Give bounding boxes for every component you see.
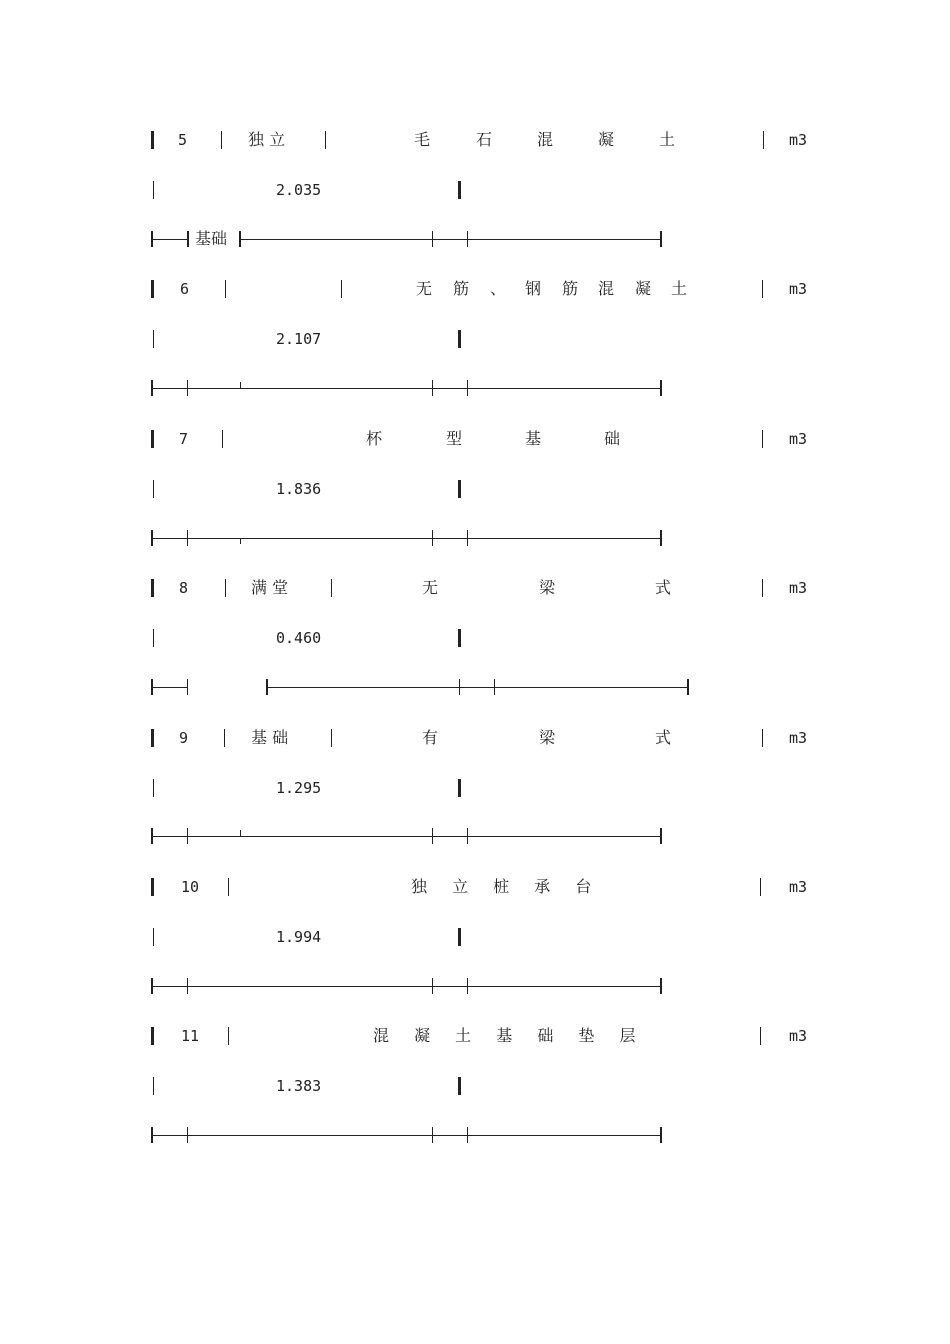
description: 独 立 桩 承 台 bbox=[411, 877, 602, 896]
row-number: 6 bbox=[180, 280, 190, 298]
quantity-value: 1.295 bbox=[276, 779, 322, 797]
rule-tick bbox=[187, 530, 188, 546]
rule-line bbox=[152, 836, 662, 837]
unit: m3 bbox=[789, 1027, 808, 1045]
unit: m3 bbox=[789, 280, 808, 298]
rule-line bbox=[152, 388, 662, 389]
desc-char: 毛 bbox=[414, 130, 431, 149]
desc-char: 土 bbox=[659, 130, 676, 149]
quantity-value: 2.107 bbox=[276, 330, 322, 348]
desc-char: 、 bbox=[490, 279, 507, 298]
rule-tick bbox=[467, 231, 468, 247]
unit: m3 bbox=[789, 579, 808, 597]
desc-char: 型 bbox=[446, 429, 463, 448]
border-bar bbox=[762, 430, 763, 448]
quantity-value: 1.994 bbox=[276, 928, 322, 946]
desc-char: 础 bbox=[604, 429, 621, 448]
rule-tick bbox=[660, 1127, 662, 1143]
desc-char: 无 bbox=[416, 279, 433, 298]
rule-line bbox=[267, 687, 689, 688]
border-bar bbox=[458, 928, 461, 946]
border-bar bbox=[458, 629, 461, 647]
row-number: 9 bbox=[179, 729, 189, 747]
rule-line bbox=[152, 239, 188, 240]
border-bar bbox=[762, 579, 763, 597]
rule-line bbox=[152, 986, 662, 987]
unit: m3 bbox=[789, 131, 808, 149]
rule-tick bbox=[432, 1127, 433, 1143]
rule-tick bbox=[467, 380, 468, 396]
border-bar bbox=[331, 579, 332, 597]
rule-line bbox=[152, 687, 188, 688]
rule-tick bbox=[432, 231, 433, 247]
rule-tick bbox=[660, 978, 662, 994]
desc-char: 土 bbox=[671, 279, 688, 298]
rule-tick bbox=[240, 382, 241, 388]
rule-tick bbox=[660, 530, 662, 546]
rule-tick bbox=[432, 530, 433, 546]
border-bar bbox=[151, 430, 154, 448]
desc-char: 无 bbox=[422, 578, 439, 597]
border-bar bbox=[153, 181, 154, 199]
desc-char: 石 bbox=[476, 130, 493, 149]
unit: m3 bbox=[789, 878, 808, 896]
border-bar bbox=[225, 579, 226, 597]
desc-char: 钢 bbox=[525, 279, 542, 298]
rule-tick bbox=[432, 828, 433, 844]
border-bar bbox=[151, 131, 154, 149]
row-number: 10 bbox=[181, 878, 200, 896]
rule-tick bbox=[660, 380, 662, 396]
row-number: 11 bbox=[181, 1027, 200, 1045]
rule-line bbox=[152, 538, 662, 539]
desc-char: 梁 bbox=[539, 728, 556, 747]
border-bar bbox=[153, 629, 154, 647]
border-bar bbox=[763, 131, 764, 149]
border-bar bbox=[222, 430, 223, 448]
rule-tick bbox=[494, 679, 495, 695]
rule-tick bbox=[660, 231, 662, 247]
rule-tick bbox=[187, 380, 188, 396]
rule-tick bbox=[187, 978, 188, 994]
desc-char: 筋 bbox=[562, 279, 579, 298]
border-bar bbox=[151, 729, 154, 747]
desc-char: 有 bbox=[422, 728, 439, 747]
unit: m3 bbox=[789, 729, 808, 747]
row-number: 8 bbox=[179, 579, 189, 597]
rule-tick bbox=[687, 679, 689, 695]
rule-line bbox=[240, 239, 662, 240]
desc-char: 式 bbox=[655, 578, 672, 597]
border-bar bbox=[341, 280, 342, 298]
border-bar bbox=[224, 729, 225, 747]
border-bar bbox=[458, 330, 461, 348]
border-bar bbox=[458, 480, 461, 498]
rule-tick bbox=[467, 530, 468, 546]
border-bar bbox=[325, 131, 326, 149]
rule-tick bbox=[660, 828, 662, 844]
quantity-value: 1.383 bbox=[276, 1077, 322, 1095]
border-bar bbox=[458, 779, 461, 797]
rule-tick bbox=[240, 538, 241, 544]
desc-char: 凝 bbox=[598, 130, 615, 149]
row-name: 满 堂 bbox=[251, 578, 289, 597]
border-bar bbox=[153, 779, 154, 797]
border-bar bbox=[153, 928, 154, 946]
quantity-value: 1.836 bbox=[276, 480, 322, 498]
border-bar bbox=[153, 330, 154, 348]
border-bar bbox=[151, 579, 154, 597]
desc-char: 混 bbox=[598, 279, 615, 298]
desc-char: 筋 bbox=[453, 279, 470, 298]
quantity-value: 2.035 bbox=[276, 181, 322, 199]
desc-char: 混 bbox=[537, 130, 554, 149]
border-bar bbox=[458, 181, 461, 199]
rule-tick bbox=[432, 978, 433, 994]
rule-tick bbox=[467, 828, 468, 844]
desc-char: 梁 bbox=[539, 578, 556, 597]
border-bar bbox=[151, 878, 154, 896]
unit: m3 bbox=[789, 430, 808, 448]
sub-label: 基础 bbox=[195, 229, 228, 248]
border-bar bbox=[151, 280, 154, 298]
border-bar bbox=[228, 878, 229, 896]
rule-tick bbox=[432, 380, 433, 396]
desc-char: 基 bbox=[525, 429, 542, 448]
desc-char: 凝 bbox=[635, 279, 652, 298]
rule-tick bbox=[459, 679, 460, 695]
border-bar bbox=[331, 729, 332, 747]
border-bar bbox=[153, 480, 154, 498]
rule-tick bbox=[187, 679, 188, 695]
rule-tick bbox=[467, 978, 468, 994]
row-name: 独 立 bbox=[248, 130, 286, 149]
border-bar bbox=[760, 1027, 761, 1045]
border-bar bbox=[225, 280, 226, 298]
row-number: 7 bbox=[179, 430, 189, 448]
border-bar bbox=[762, 280, 763, 298]
border-bar bbox=[221, 131, 222, 149]
border-bar bbox=[458, 1077, 461, 1095]
border-bar bbox=[151, 1027, 154, 1045]
rule-tick bbox=[240, 830, 241, 836]
rule-tick bbox=[187, 1127, 188, 1143]
rule-tick bbox=[187, 231, 189, 247]
row-number: 5 bbox=[178, 131, 188, 149]
desc-char: 式 bbox=[655, 728, 672, 747]
border-bar bbox=[153, 1077, 154, 1095]
border-bar bbox=[760, 878, 761, 896]
border-bar bbox=[228, 1027, 229, 1045]
rule-tick bbox=[187, 828, 188, 844]
rule-tick bbox=[467, 1127, 468, 1143]
row-name: 基 础 bbox=[251, 728, 289, 747]
border-bar bbox=[762, 729, 763, 747]
desc-char: 杯 bbox=[366, 429, 383, 448]
quantity-value: 0.460 bbox=[276, 629, 322, 647]
description: 混 凝 土 基 础 垫 层 bbox=[373, 1026, 646, 1045]
rule-line bbox=[152, 1135, 662, 1136]
